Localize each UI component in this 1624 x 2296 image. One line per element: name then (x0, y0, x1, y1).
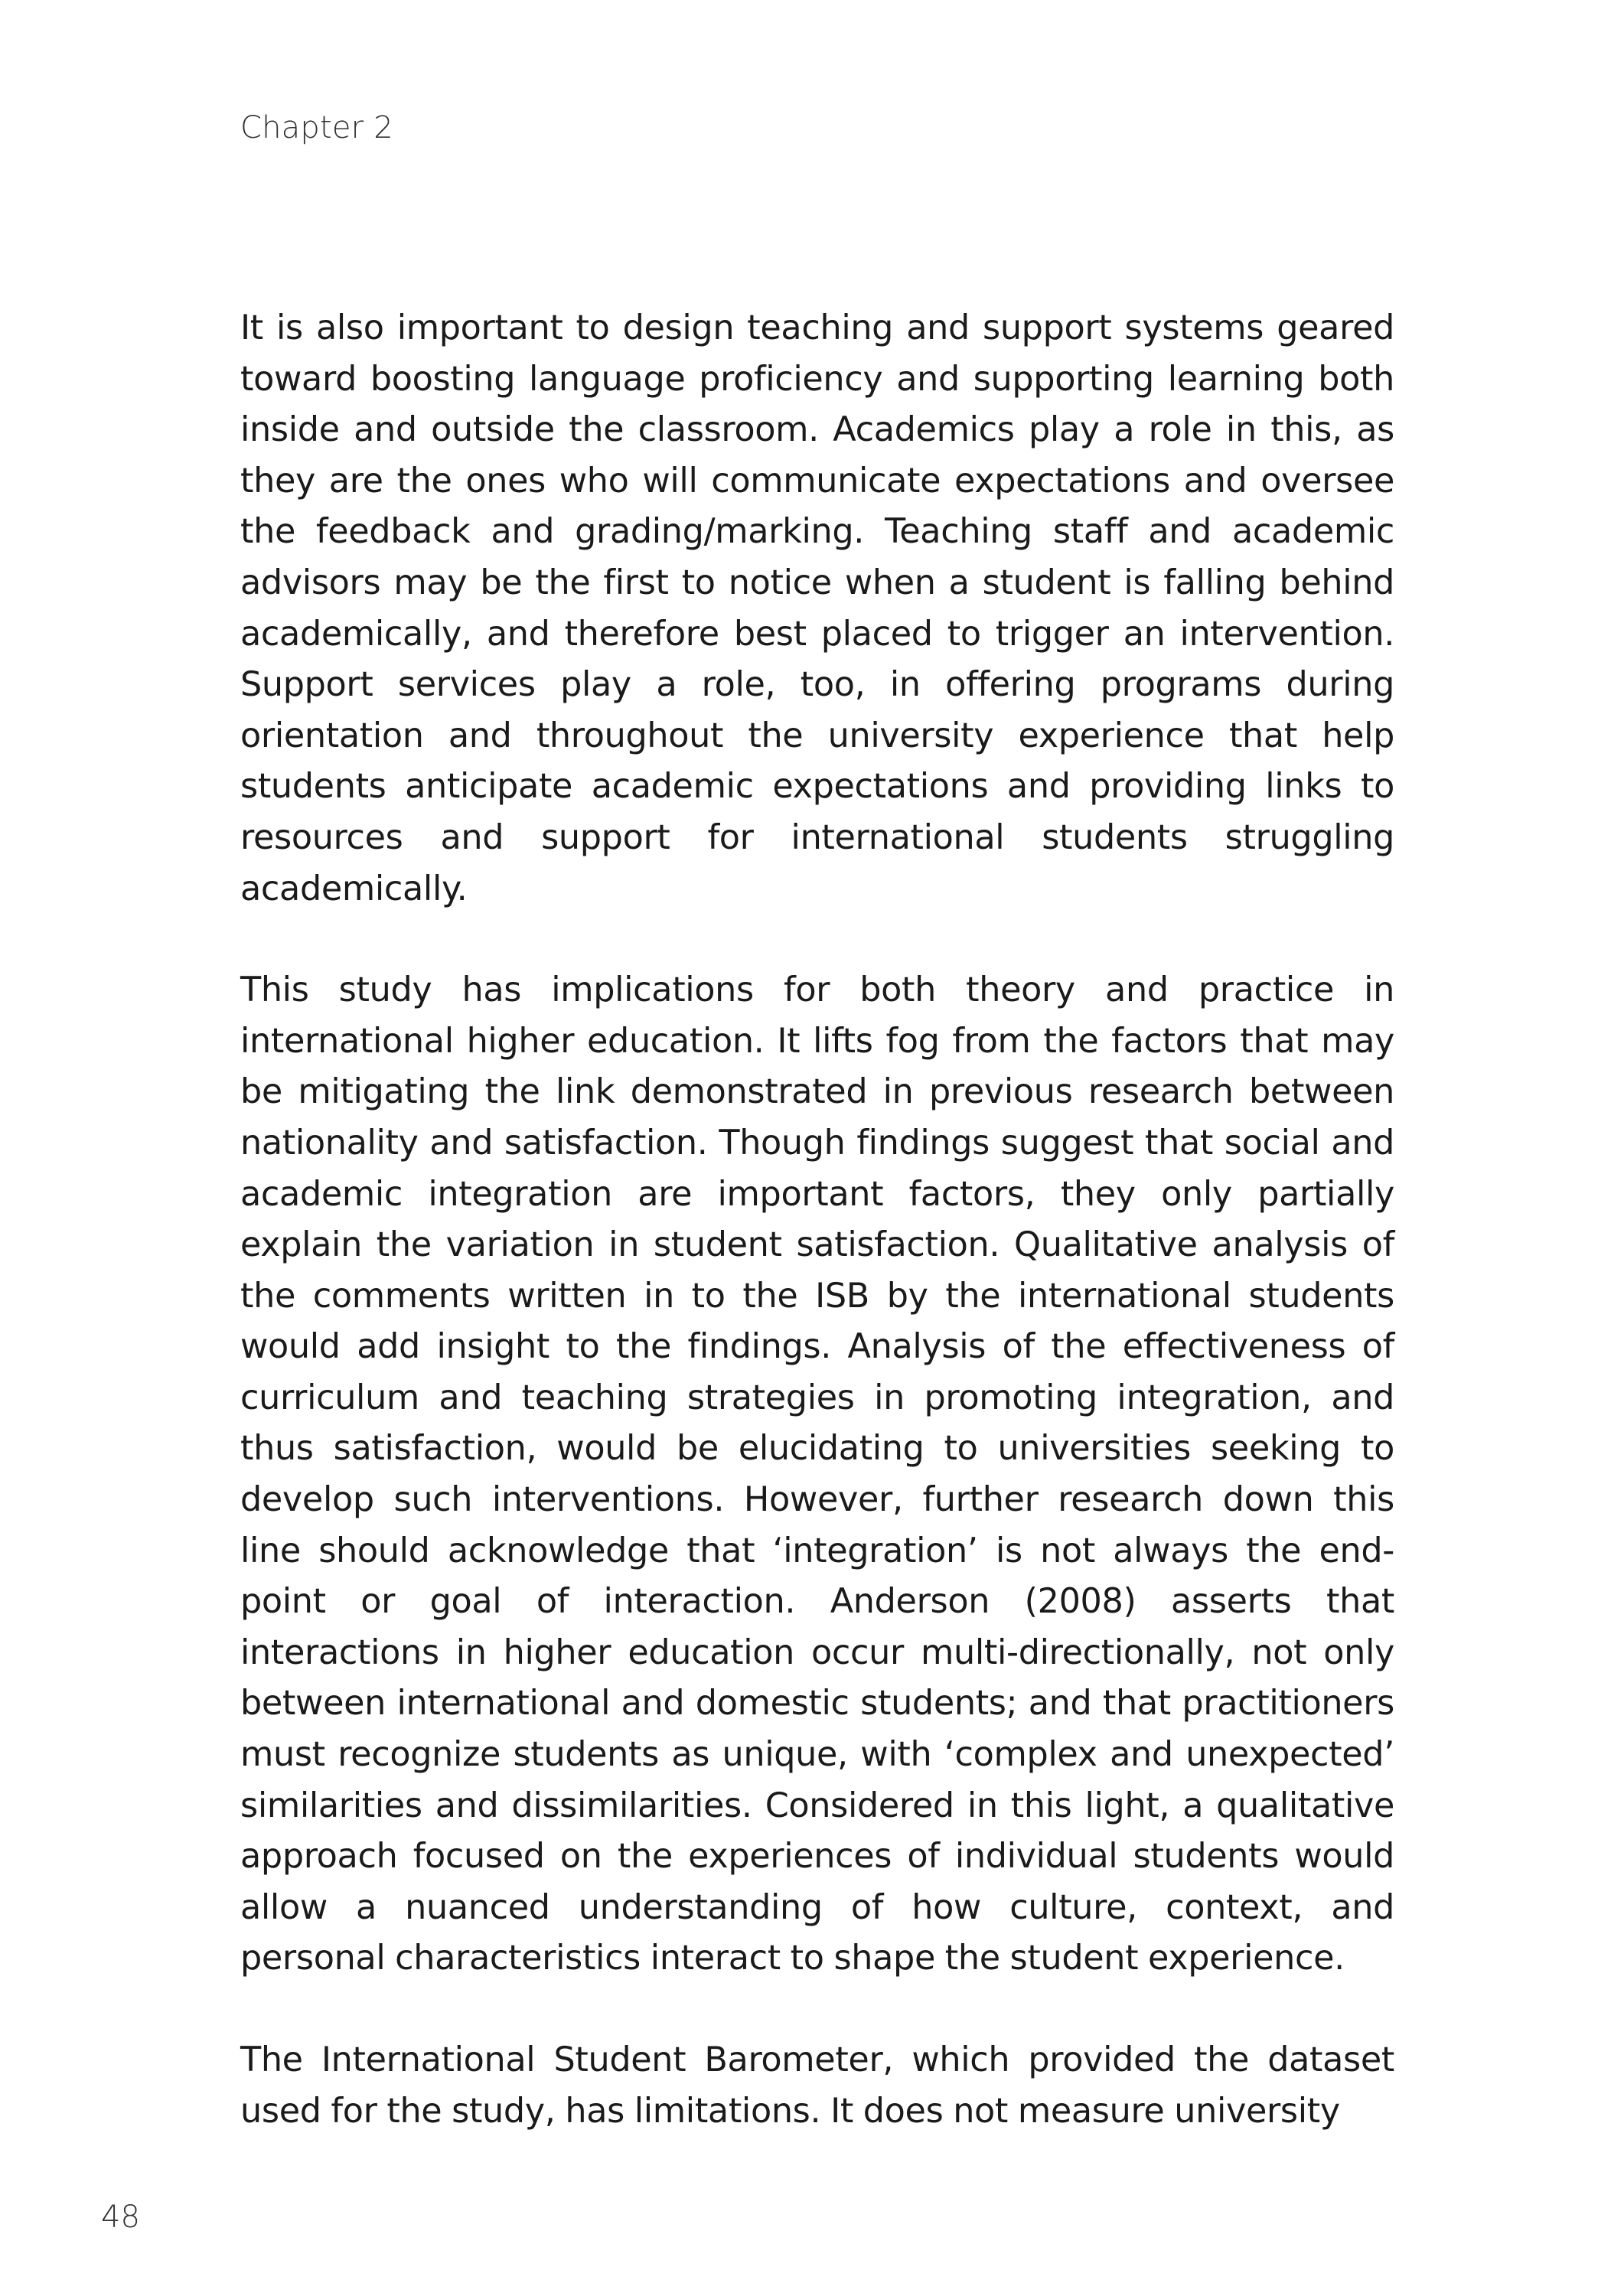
paragraph-support-systems: It is also important to design teaching and support systems geared toward boosting language proficiency and supporting learning both inside and outside the classroom. Academics play a role in this, as they are the ones who will communicate expectations and oversee the feedback and grading/marking. Teaching staff and academic advisors may be the first to notice when a student is falling behind academically, and therefore best placed to trigger an intervention. Support services play a role, too, in offering programs during orientation and throughout the university experience that help students anticipate academic expectations and providing links to resources and support for international students struggling academically. (240, 308, 1394, 908)
paragraph-limitations: The International Student Barometer, which provided the dataset used for the study, has limitations. It does not measure university (240, 2040, 1394, 2131)
running-head: Chapter 2 (240, 110, 393, 145)
page-number: 48 (101, 2200, 140, 2235)
paragraph-implications: This study has implications for both theory and practice in international higher education. It lifts fog from the factors that may be mitigating the link demonstrated in previous research between nationality and satisfaction. Though findings suggest that social and academic integration are important factors, they only partially explain the variation in student satisfaction. Qualitative analysis of the comments written in to the ISB by the international students would add insight to the findings. Analysis of the effectiveness of curriculum and teaching strategies in promoting integration, and thus satisfaction, would be elucidating to universities seeking to develop such interventions. However, further research down this line should acknowledge that ‘integration’ is not always the end-point or goal of interaction. Anderson (2008) asserts that interactions in higher education occur multi-directionally, not only between international and domestic students; and that practitioners must recognize students as unique, with ‘complex and unexpected’ similarities and dissimilarities. Considered in this light, a qualitative approach focused on the experiences of individual students would allow a nuanced understanding of how culture, context, and personal characteristics interact to shape the student experience. (240, 970, 1394, 1978)
body-text (240, 303, 1394, 2187)
